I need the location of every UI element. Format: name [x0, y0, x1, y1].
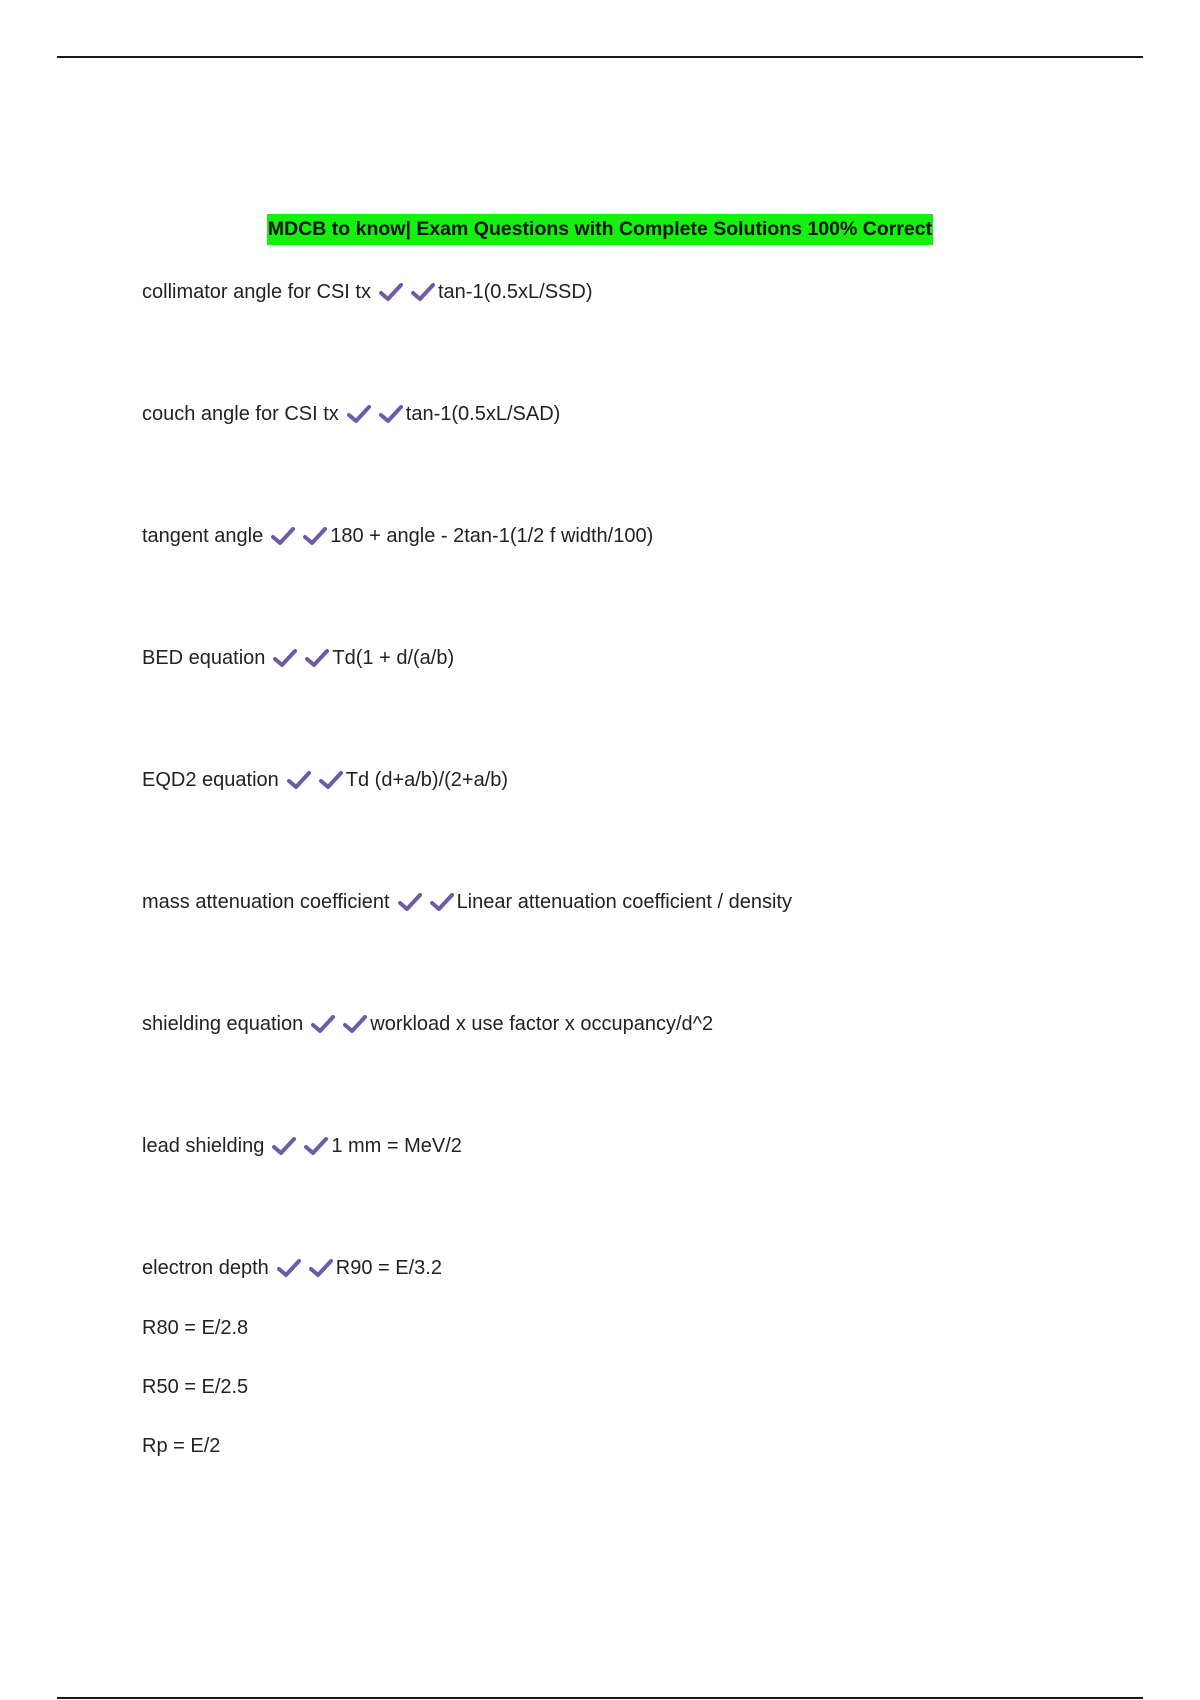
- check-icon: [287, 770, 311, 790]
- check-icon: [277, 1258, 301, 1278]
- check-icon: [379, 282, 403, 302]
- question-text: tangent angle: [142, 525, 264, 547]
- top-rule: [57, 56, 1143, 58]
- question-text: BED equation: [142, 647, 266, 669]
- check-icon: [347, 404, 371, 424]
- qa-item: [142, 766, 508, 794]
- answer-text: Linear attenuation coefficient / density: [456, 891, 792, 913]
- check-icon: [430, 892, 454, 912]
- answer-continuation: R80 = E/2.8: [142, 1317, 249, 1339]
- check-icon: [273, 648, 297, 668]
- check-icon: [272, 1136, 296, 1156]
- answer-text: Td(1 + d/(a/b): [332, 647, 455, 669]
- check-icon: [343, 1014, 367, 1034]
- answer-text: 180 + angle - 2tan-1(1/2 f width/100): [330, 525, 654, 547]
- answer-continuation: Rp = E/2: [142, 1435, 221, 1457]
- title-container: [0, 214, 1200, 245]
- answer-text: tan-1(0.5xL/SAD): [405, 403, 561, 425]
- check-icon: [303, 526, 327, 546]
- qa-item: [142, 1132, 462, 1160]
- qa-item: [142, 888, 792, 916]
- qa-item: [142, 522, 653, 550]
- check-icon: [311, 1014, 335, 1034]
- check-icon: [271, 526, 295, 546]
- check-icon: [305, 648, 329, 668]
- answer-text: 1 mm = MeV/2: [331, 1135, 462, 1157]
- check-icon: [304, 1136, 328, 1156]
- check-icon: [309, 1258, 333, 1278]
- answer-continuation: R50 = E/2.5: [142, 1376, 249, 1398]
- question-text: EQD2 equation: [142, 769, 279, 791]
- question-text: mass attenuation coefficient: [142, 891, 390, 913]
- document-title: MDCB to know| Exam Questions with Complete Solutions 100% Correct: [267, 214, 933, 245]
- answer-text: workload x use factor x occupancy/d^2: [370, 1013, 714, 1035]
- question-text: lead shielding: [142, 1135, 265, 1157]
- answer-text: R90 = E/3.2: [335, 1257, 442, 1279]
- question-text: shielding equation: [142, 1013, 304, 1035]
- question-text: collimator angle for CSI tx: [142, 281, 371, 303]
- question-text: couch angle for CSI tx: [142, 403, 339, 425]
- check-icon: [411, 282, 435, 302]
- answer-text: tan-1(0.5xL/SSD): [437, 281, 593, 303]
- qa-item: [142, 1010, 713, 1038]
- bottom-rule: [57, 1697, 1143, 1699]
- qa-item: [142, 400, 560, 428]
- qa-item: [142, 1254, 442, 1282]
- question-text: electron depth: [142, 1257, 269, 1279]
- answer-text: Td (d+a/b)/(2+a/b): [345, 769, 509, 791]
- qa-item: [142, 644, 454, 672]
- check-icon: [379, 404, 403, 424]
- qa-item: [142, 278, 593, 306]
- check-icon: [319, 770, 343, 790]
- check-icon: [398, 892, 422, 912]
